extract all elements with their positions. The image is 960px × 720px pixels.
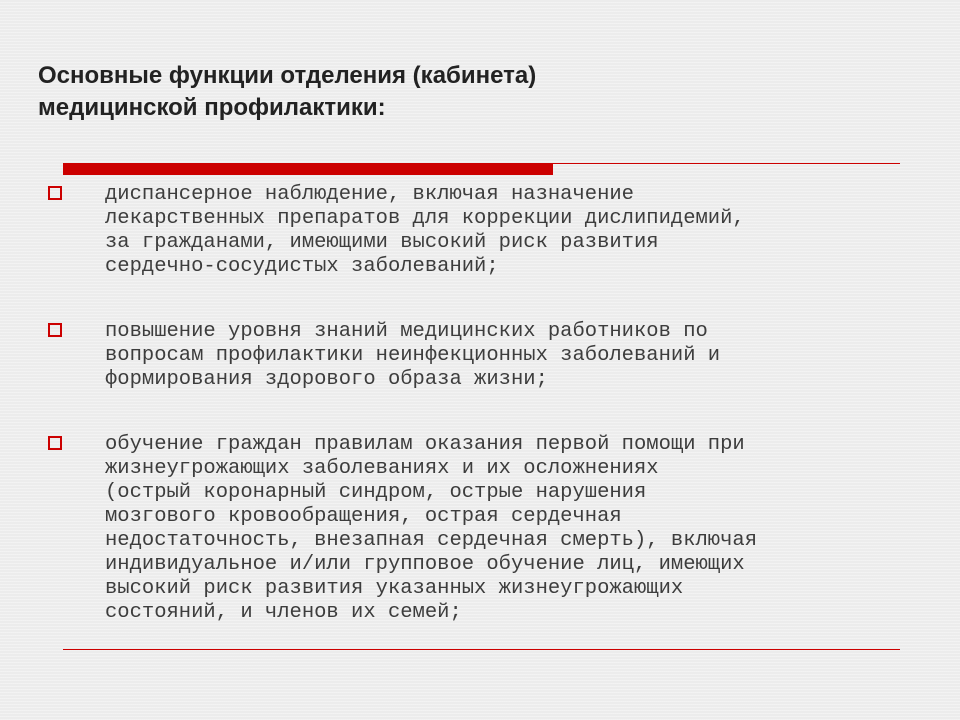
- hollow-square-bullet-icon: [48, 436, 62, 450]
- text-line: состояний, и членов их семей;: [105, 601, 462, 624]
- text-line: за гражданами, имеющими высокий риск развития: [105, 231, 659, 254]
- list-item: [44, 320, 904, 392]
- text-line: вопросам профилактики неинфекционных заболеваний и: [105, 344, 721, 367]
- title-line: Основные функции отделения (кабинета): [38, 62, 537, 89]
- text-line: мозгового кровообращения, острая сердечная: [105, 505, 622, 528]
- hollow-square-bullet-icon: [48, 323, 62, 337]
- footer-divider-thin: [63, 649, 900, 650]
- slide-title: [38, 60, 898, 124]
- text-line: недостаточность, внезапная сердечная смерть), включая: [105, 529, 758, 552]
- text-line: сердечно-сосудистых заболеваний;: [105, 255, 499, 278]
- list-item-text: [105, 320, 904, 392]
- hollow-square-bullet-icon: [48, 186, 62, 200]
- text-line: повышение уровня знаний медицинских работников по: [105, 320, 708, 343]
- text-line: диспансерное наблюдение, включая назначение: [105, 183, 634, 206]
- list-item: [44, 183, 904, 279]
- text-line: лекарственных препаратов для коррекции дислипидемий,: [105, 207, 745, 230]
- text-line: обучение граждан правилам оказания первой помощи при: [105, 433, 745, 456]
- text-line: высокий риск развития указанных жизнеугрожающих: [105, 577, 684, 600]
- text-line: жизнеугрожающих заболеваниях и их осложнениях: [105, 457, 659, 480]
- text-line: индивидуальное и/или групповое обучение лиц, имеющих: [105, 553, 745, 576]
- list-item: [44, 433, 904, 625]
- list-item-text: [105, 433, 904, 625]
- bullet-list: [44, 183, 904, 625]
- text-line: (острый коронарный синдром, острые нарушения: [105, 481, 647, 504]
- list-item-text: [105, 183, 904, 279]
- title-divider-accent-bar: [63, 163, 553, 175]
- text-line: формирования здорового образа жизни;: [105, 368, 548, 391]
- title-line: медицинской профилактики:: [38, 94, 386, 121]
